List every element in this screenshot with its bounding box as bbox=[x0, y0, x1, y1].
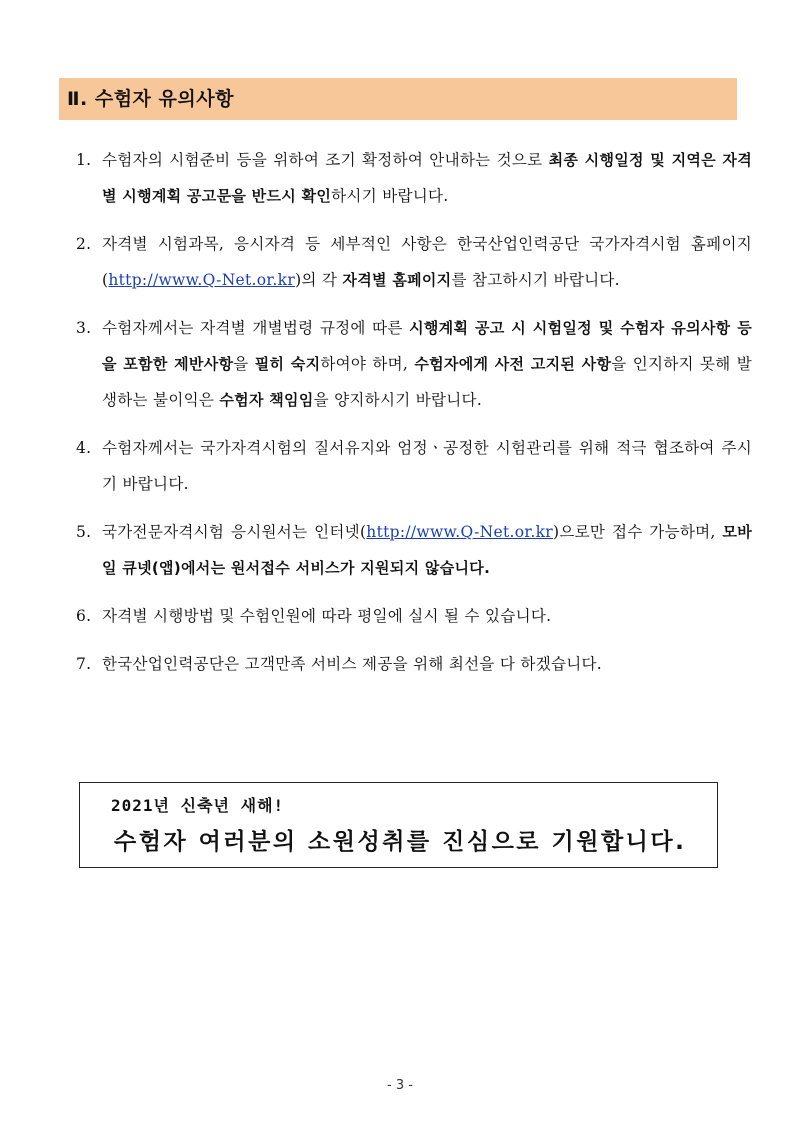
emphasis-text: 필히 숙지 bbox=[254, 355, 321, 373]
notice-list bbox=[72, 142, 752, 682]
greeting-title: 2021년 신축년 새해! bbox=[111, 796, 285, 815]
notice-item-4: 4. 수험자께서는 국가자격시험의 질서유지와 엄정ㆍ공정한 시험관리를 위해 적극 협조하여 주시기 바랍니다. bbox=[72, 430, 752, 502]
emphasis-text: 수험자에게 사전 고지된 사항 bbox=[414, 355, 612, 373]
notice-item-1: 1. 수험자의 시험준비 등을 위하여 조기 확정하여 안내하는 것으로 최종 시행일정 및 지역은 자격별 시행계획 공고문을 반드시 확인하시기 바랍니다. bbox=[72, 142, 752, 214]
qnet-link[interactable]: http://www.Q-Net.or.kr bbox=[108, 271, 296, 289]
notice-item-5: 5. 국가전문자격시험 응시원서는 인터넷(http://www.Q-Net.or.kr)으로만 접수 가능하며, 모바일 큐넷(앱)에서는 원서접수 서비스가 지원되지 않습니다. bbox=[72, 514, 752, 586]
notice-number: 4. bbox=[76, 439, 92, 457]
notice-number: 3. bbox=[76, 319, 92, 337]
notice-number: 2. bbox=[76, 235, 92, 253]
emphasis-text: 자격별 홈페이지 bbox=[342, 271, 452, 289]
notice-number: 7. bbox=[76, 655, 92, 673]
page-number: - 3 - bbox=[387, 1078, 413, 1093]
greeting-message: 수험자 여러분의 소원성취를 진심으로 기원합니다. bbox=[114, 829, 687, 855]
qnet-link[interactable]: http://www.Q-Net.or.kr bbox=[366, 523, 553, 541]
emphasis-text: 시행계획 공고 시 시험일정 및 수험자 유의사항 등을 포함한 제반사항 bbox=[102, 319, 752, 373]
notice-item-2: 2. 자격별 시험과목, 응시자격 등 세부적인 사항은 한국산업인력공단 국가자격시험 홈페이지(http://www.Q-Net.or.kr)의 각 자격별 홈페이지를 참고하시기 바랍니다. bbox=[72, 226, 752, 298]
emphasis-text: 수험자 책임임 bbox=[219, 391, 314, 409]
notice-number: 5. bbox=[76, 523, 92, 541]
notice-number: 1. bbox=[76, 151, 92, 169]
section-title: Ⅱ. 수험자 유의사항 bbox=[67, 88, 234, 110]
notice-number: 6. bbox=[76, 607, 92, 625]
notice-item-7: 7. 한국산업인력공단은 고객만족 서비스 제공을 위해 최선을 다 하겠습니다. bbox=[72, 646, 752, 682]
notice-item-6: 6. 자격별 시행방법 및 수험인원에 따라 평일에 실시 될 수 있습니다. bbox=[72, 598, 752, 634]
emphasis-text: 최종 시행일정 및 지역은 자격별 시행계획 공고문을 반드시 확인 bbox=[102, 151, 752, 205]
emphasis-text: 모바일 큐넷(앱)에서는 원서접수 서비스가 지원되지 않습니다. bbox=[102, 523, 752, 577]
notice-item-3: 3. 수험자께서는 자격별 개별법령 규정에 따른 시행계획 공고 시 시험일정 및 수험자 유의사항 등을 포함한 제반사항을 필히 숙지하여야 하며, 수험자에게 사전 고지된 사항을 인지하지 못해 발생하는 불이익은 수험자 책임임을 양지하시기 바랍니다. bbox=[72, 310, 752, 418]
greeting-box bbox=[79, 782, 718, 868]
section-header bbox=[59, 78, 737, 120]
